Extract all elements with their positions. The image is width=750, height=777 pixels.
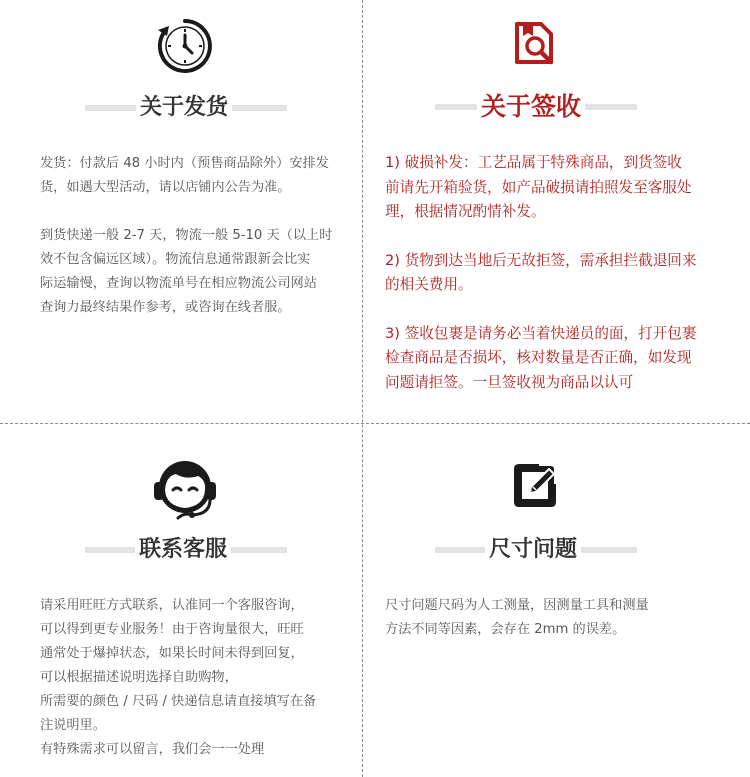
text-line: 3) 签收包裹是请务必当着快递员的面，打开包裹 (385, 324, 697, 342)
signing-title-block (435, 92, 637, 122)
text-line: 理，根据情况酌情补发。 (385, 203, 546, 220)
text-line: 方法不同等因素，会存在 2mm 的误差。 (385, 622, 626, 637)
shipping-paragraph-1 (40, 152, 340, 200)
service-body (40, 594, 350, 762)
text-line: 前请先开箱验货，如产品破损请拍照发至客服处 (385, 178, 692, 196)
size-panel (363, 424, 750, 777)
signing-paragraph-3 (385, 322, 745, 396)
shipping-title: 关于发货 (136, 93, 232, 123)
clock-icon (155, 16, 215, 80)
text-line: 货，如遇大型活动，请以店铺内公告为准。 (40, 180, 291, 195)
service-title-block (85, 535, 287, 565)
text-line: 2) 货物到达当地后无故拒签，需承担拦截退回来 (385, 251, 697, 269)
text-line: 际运输慢，查询以物流单号在相应物流公司网站 (40, 276, 317, 291)
text-line: 请采用旺旺方式联系，认准同一个客服咨询， (40, 598, 304, 613)
headset-icon (152, 454, 218, 528)
size-title-block (435, 535, 637, 565)
service-title: 联系客服 (135, 535, 231, 565)
shipping-body (40, 152, 340, 344)
text-line: 检查商品是否损坏，核对数量是否正确，如发现 (385, 349, 692, 366)
package-inspect-icon (511, 20, 559, 72)
text-line: 通常处于爆掉状态，如果长时间未得到回复， (40, 646, 304, 661)
text-line: 尺寸问题尺码为人工测量，因测量工具和测量 (385, 598, 649, 613)
text-line: 有特殊需求可以留言，我们会一一处理 (40, 742, 265, 757)
shipping-title-block (85, 93, 287, 123)
signing-title: 关于签收 (477, 92, 585, 122)
text-line: 所需要的颜色 / 尺码 / 快递信息请直接填写在备 (40, 694, 317, 709)
text-line: 问题请拒签。一旦签收视为商品以认可 (385, 373, 634, 391)
signing-body (385, 151, 745, 419)
size-body (385, 594, 725, 642)
text-line: 到货快递一般 2-7 天，物流一般 5-10 天（以上时 (40, 228, 333, 243)
signing-paragraph-1 (385, 151, 745, 225)
text-line: 查询力最终结果作参考，或咨询在线者服。 (40, 300, 291, 315)
size-title: 尺寸问题 (485, 535, 581, 565)
signing-paragraph-2 (385, 249, 745, 298)
text-line: 注说明里。 (40, 718, 106, 733)
service-panel (0, 424, 362, 777)
text-line: 可以根据描述说明选择自助购物， (40, 670, 238, 685)
shipping-paragraph-2 (40, 224, 340, 320)
text-line: 的相关费用。 (385, 276, 473, 293)
text-line: 发货：付款后 48 小时内（预售商品除外）安排发 (40, 156, 329, 171)
signing-panel (363, 0, 750, 423)
shipping-panel (0, 0, 362, 423)
text-line: 效不包含偏远区域）。物流信息通常跟新会比实 (40, 252, 311, 267)
text-line: 1) 破损补发：工艺品属于特殊商品，到货签收 (385, 154, 682, 171)
text-line: 可以得到更专业服务！由于咨询量很大，旺旺 (40, 622, 304, 637)
edit-icon (513, 462, 559, 512)
